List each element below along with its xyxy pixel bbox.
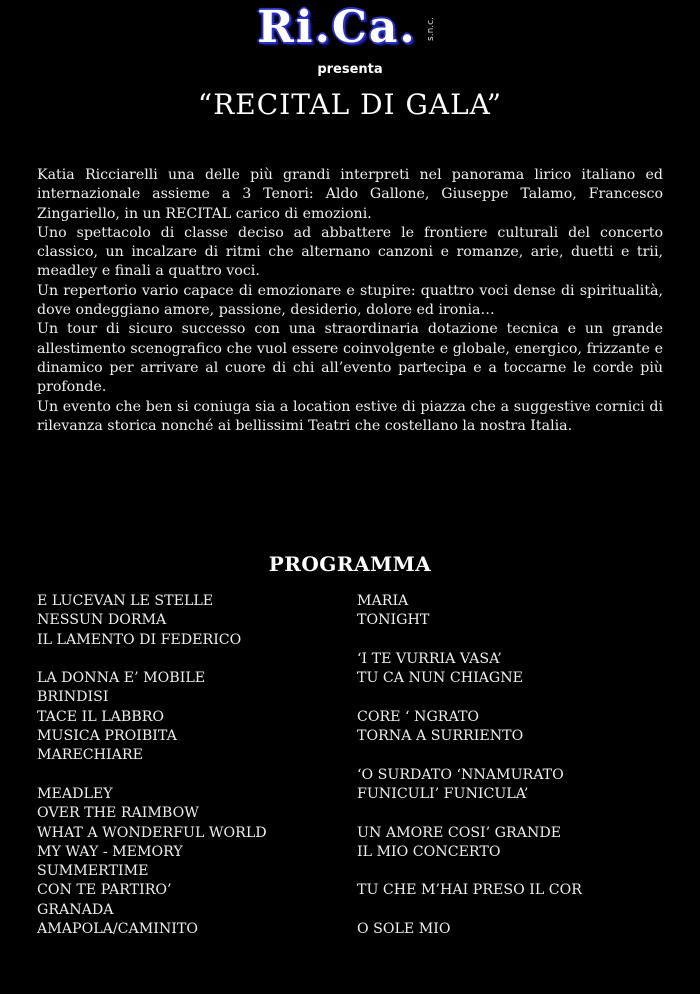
program-spacer — [357, 862, 582, 881]
company-logo — [0, 4, 700, 52]
program-item: TU CHE M’HAI PRESO IL COR — [357, 882, 582, 899]
program-item: AMAPOLA/CAMINITO — [37, 921, 198, 938]
program-item: BRINDISI — [37, 689, 109, 706]
logo-text: Ri.Ca. — [257, 2, 417, 53]
program-item: TONIGHT — [357, 612, 430, 629]
description — [37, 166, 663, 436]
program-item: MUSICA PROIBITA — [37, 728, 177, 745]
programma-left-column — [37, 592, 267, 939]
program-item: ‘O SURDATO ‘NNAMURATO — [357, 766, 564, 783]
programma-title: PROGRAMMA — [268, 552, 432, 576]
program-item: E LUCEVAN LE STELLE — [37, 593, 214, 609]
paragraph: Katia Ricciarelli una delle più grandi interpreti nel panorama lirico italiano ed internazionale assieme a 3 Tenori: Aldo Gallone, Giuseppe Talamo, Francesco Zingariello, in un RECITAL carico di emozioni. — [37, 167, 663, 222]
program-item: TU CA NUN CHIAGNE — [357, 670, 524, 687]
program-item: SUMMERTIME — [37, 863, 149, 880]
program-item: MEADLEY — [37, 785, 113, 802]
program-item: IL LAMENTO DI FEDERICO — [37, 631, 242, 648]
logo-sub: s.n.c. — [425, 17, 436, 41]
paragraph: Un evento che ben si coniuga sia a location estive di piazza che a suggestive cornici di rilevanza storica nonché ai bellissimi Teatri che costellano la nostra Italia. — [37, 398, 663, 434]
program-spacer — [37, 650, 267, 669]
program-spacer — [37, 766, 267, 785]
program-item: ‘I TE VURRIA VASA’ — [357, 650, 502, 667]
program-item: IL MIO CONCERTO — [357, 843, 501, 860]
program-item: TORNA A SURRIENTO — [357, 728, 524, 745]
presenta-label: presenta — [317, 62, 383, 77]
program-item: TACE IL LABBRO — [37, 708, 165, 725]
program-item: MARIA — [357, 593, 409, 609]
program-item: O SOLE MIO — [357, 921, 451, 938]
paragraph: Un tour di sicuro successo con una straordinaria dotazione tecnica e un grande allestimento scenografico che vuol essere coinvolgente e globale, energico, frizzante e dinamico per arrivare al cuore di chi all’evento partecipa e a toccarne le corde più profonde. — [37, 321, 663, 396]
page-title: “RECITAL DI GALA” — [197, 88, 503, 121]
program-item: FUNICULI’ FUNICULA’ — [357, 785, 529, 802]
paragraph: Un repertorio vario capace di emozionare e stupire: quattro voci dense di spiritualità, dove ondeggiano amore, passione, desiderio, dolore ed ironia… — [37, 282, 663, 319]
programma-right-column — [357, 592, 582, 939]
program-item: GRANADA — [37, 901, 114, 918]
program-item: MY WAY - MEMORY — [37, 843, 183, 860]
program-spacer — [357, 746, 582, 765]
program-spacer — [357, 631, 582, 650]
program-item: LA DONNA E’ MOBILE — [37, 670, 206, 687]
program-item: CORE ‘ NGRATO — [357, 708, 480, 725]
program-item: NESSUN DORMA — [37, 612, 167, 629]
paragraph: Uno spettacolo di classe deciso ad abbattere le frontiere culturali del concerto classico, un incalzare di ritmi che alternano canzoni e romanze, arie, duetti e trii, meadley e finali a quattro voci. — [37, 224, 663, 280]
program-item: MARECHIARE — [37, 747, 143, 764]
program-spacer — [357, 804, 582, 823]
program-item: WHAT A WONDERFUL WORLD — [37, 824, 267, 841]
program-item: UN AMORE COSI’ GRANDE — [357, 824, 562, 841]
program-spacer — [357, 901, 582, 920]
program-item: OVER THE RAIMBOW — [37, 805, 199, 822]
program-spacer — [357, 688, 582, 707]
program-item: CON TE PARTIRO’ — [37, 882, 172, 899]
